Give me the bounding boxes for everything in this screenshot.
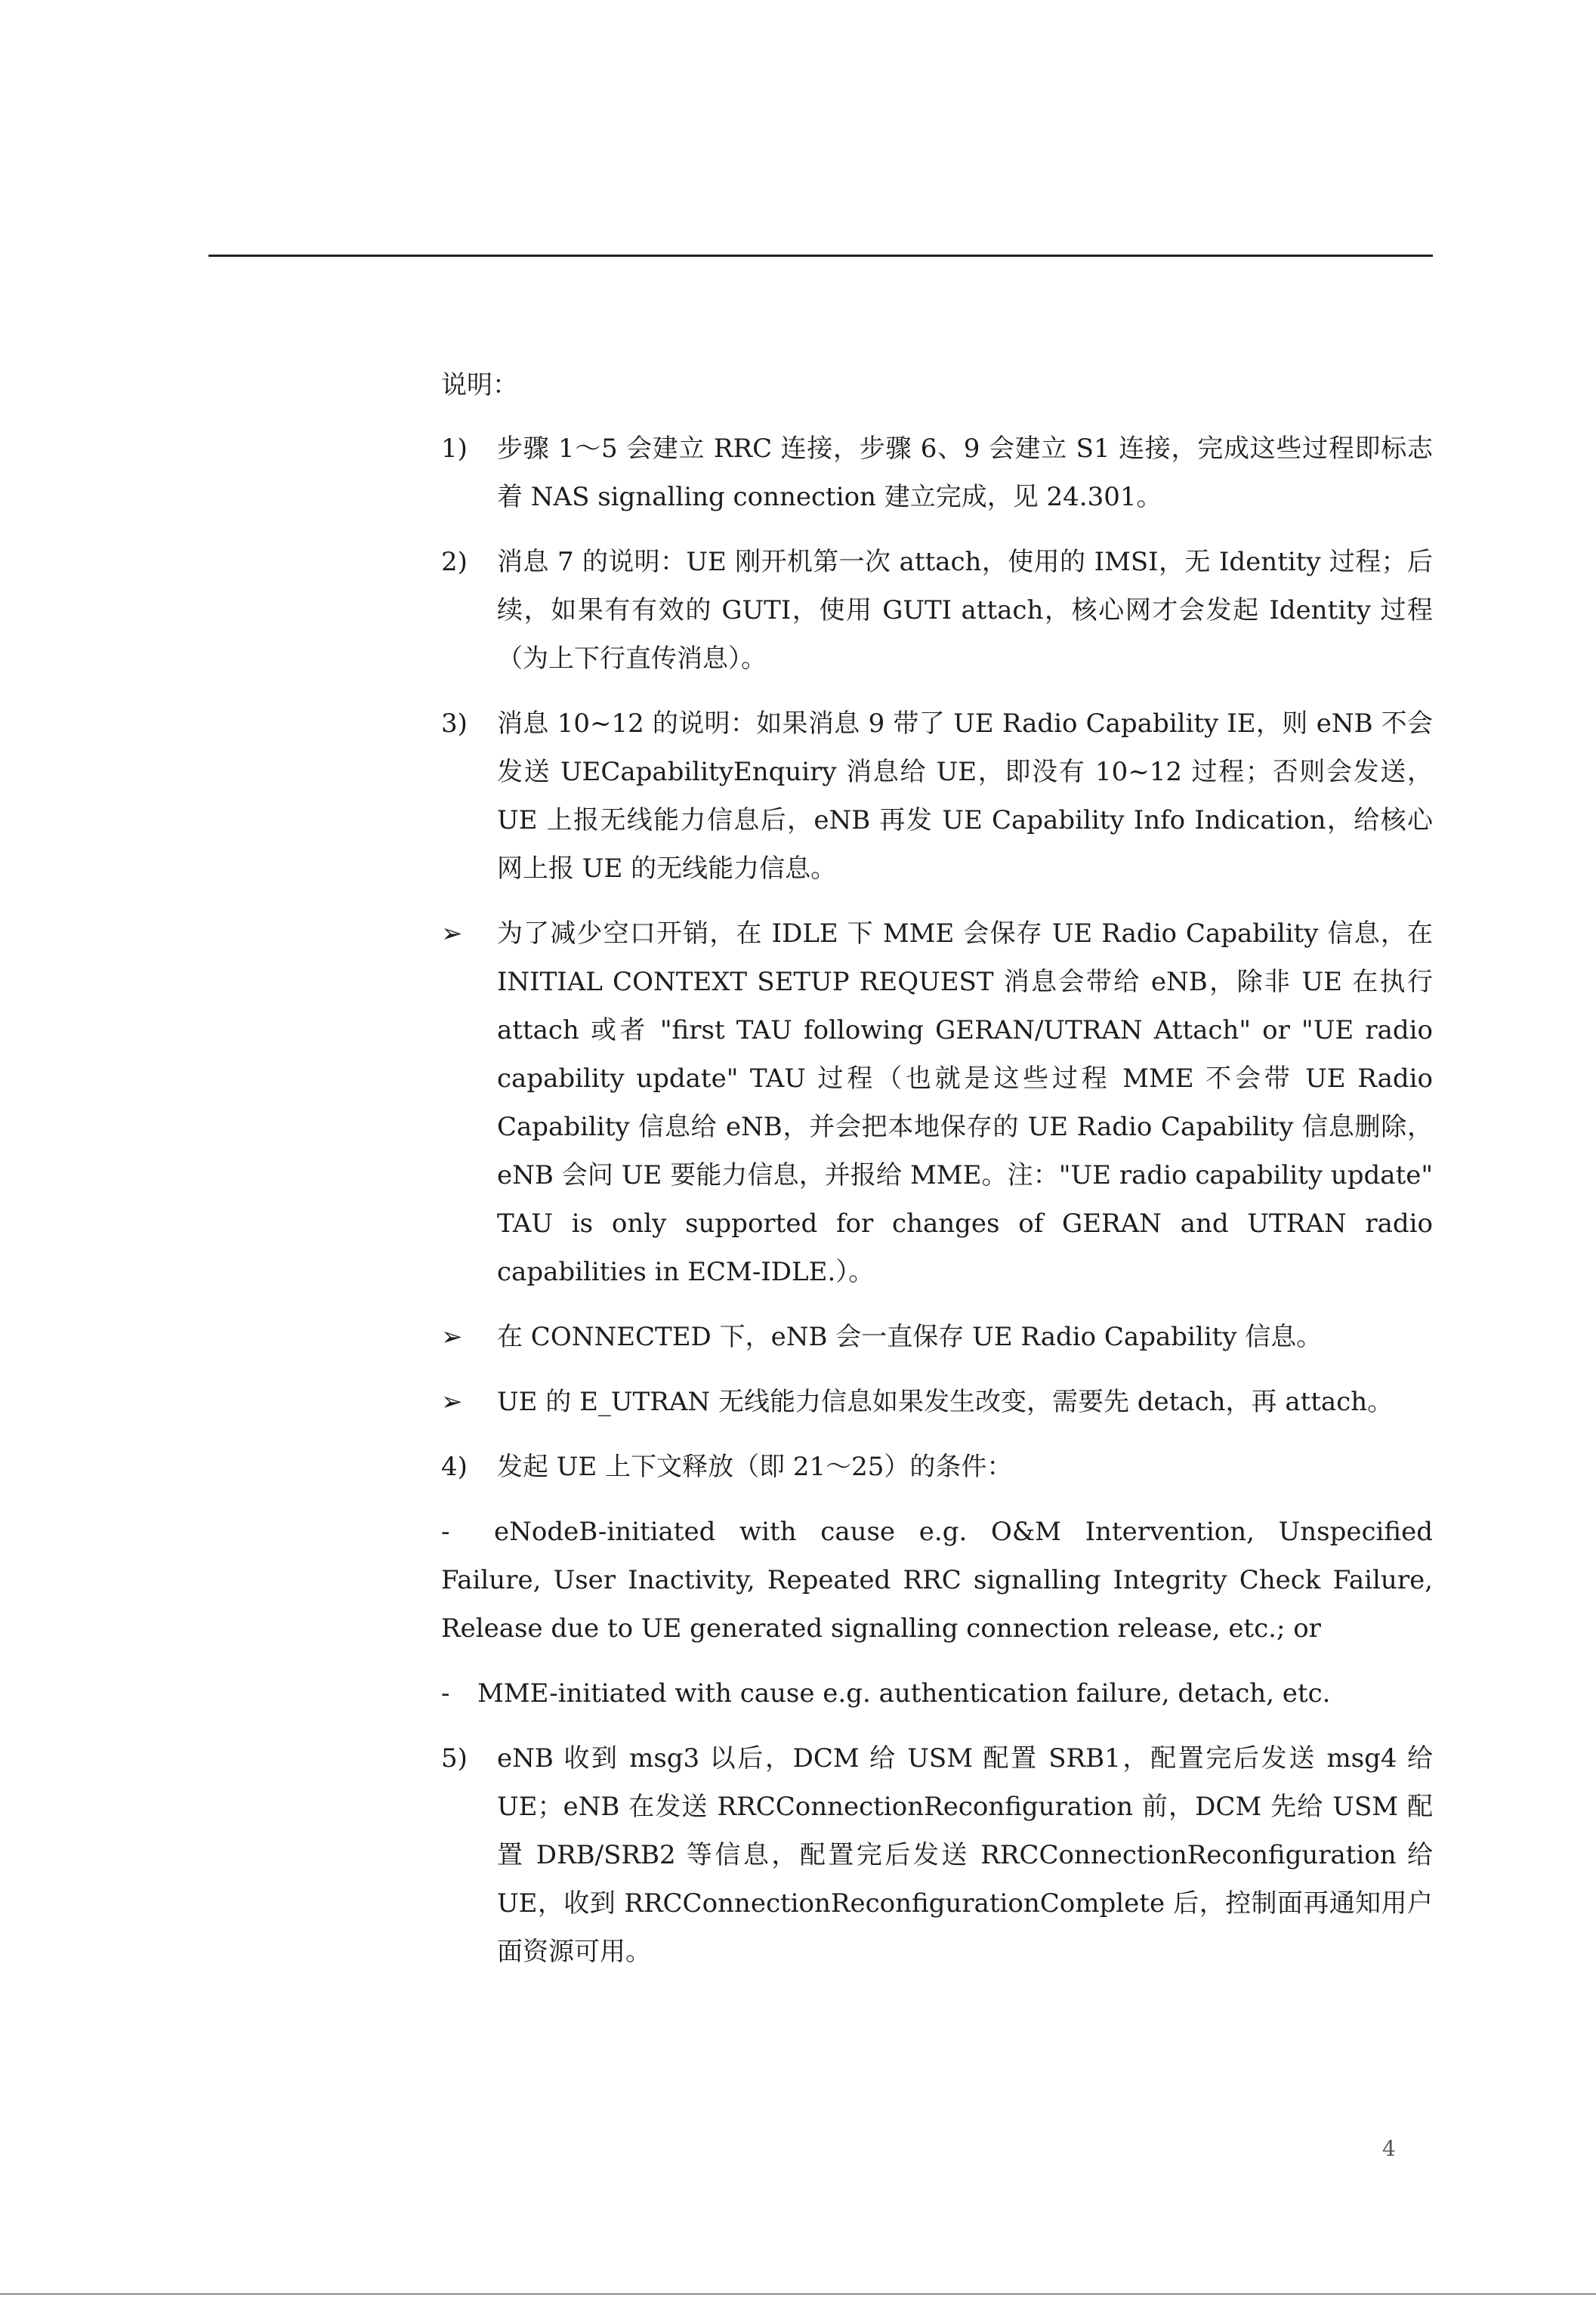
dash-item-text: MME-initiated with cause e.g. authentication failure, detach, etc.	[477, 1678, 1331, 1709]
bullet-item-text: 在 CONNECTED 下，eNB 会一直保存 UE Radio Capability 信息。	[497, 1322, 1323, 1352]
document-body	[441, 361, 1433, 1976]
list-item	[441, 538, 1433, 683]
list-item-text: 发起 UE 上下文释放（即 21～25）的条件：	[497, 1452, 1013, 1482]
bullet-arrow-icon: ➢	[441, 918, 463, 949]
list-item-text: eNB 收到 msg3 以后，DCM 给 USM 配置 SRB1，配置完后发送 msg4 给 UE；eNB 在发送 RRCConnectionReconfiguration 前，DCM 先给 USM 配置 DRB/SRB2 等信息，配置完后发送 RRCConnectionReconfiguration 给 UE，收到 RRCConnectionReconfigurationComplete 后，控制面再通知用户面资源可用。	[497, 1743, 1433, 1967]
dash-marker: -	[441, 1517, 450, 1547]
bullet-item-text: UE 的 E_UTRAN 无线能力信息如果发生改变，需要先 detach，再 attach。	[497, 1387, 1394, 1417]
dash-item-text: eNodeB-initiated with cause e.g. O&M Intervention, Unspecified Failure, User Inactivity, Repeated RRC signalling Integrity Check Failure, Release due to UE generated signalling connection release, etc.; or	[441, 1517, 1433, 1644]
list-item	[441, 1443, 1433, 1491]
list-item	[441, 1734, 1433, 1976]
header-rule	[208, 255, 1433, 257]
list-marker: 4)	[441, 1452, 468, 1482]
section-heading: 说明：	[441, 370, 518, 400]
list-item-text: 步骤 1～5 会建立 RRC 连接，步骤 6、9 会建立 S1 连接，完成这些过程即标志着 NAS signalling connection 建立完成，见 24.301。	[497, 434, 1433, 512]
bullet-arrow-icon: ➢	[441, 1322, 463, 1352]
dash-item	[441, 1669, 1433, 1718]
page-number: 4	[1382, 2136, 1396, 2161]
list-marker: 5)	[441, 1743, 468, 1774]
list-item	[441, 699, 1433, 893]
bullet-item-text: 为了减少空口开销，在 IDLE 下 MME 会保存 UE Radio Capability 信息，在 INITIAL CONTEXT SETUP REQUEST 消息会带给 eNB，除非 UE 在执行 attach 或者 "first TAU following GERAN/UTRAN Attach" or "UE radio capability update" TAU 过程（也就是这些过程 MME 不会带 UE Radio Capability 信息给 eNB，并会把本地保存的 UE Radio Capability 信息删除，eNB 会问 UE 要能力信息，并报给 MME。注："UE radio capability update" TAU is only supported for changes of GERAN and UTRAN radio capabilities in ECM-IDLE.）。	[497, 918, 1433, 1287]
dash-item	[441, 1508, 1433, 1653]
list-marker: 1)	[441, 434, 468, 464]
list-item-text: 消息 7 的说明：UE 刚开机第一次 attach，使用的 IMSI，无 Identity 过程；后续，如果有有效的 GUTI，使用 GUTI attach，核心网才会发起 Identity 过程（为上下行直传消息）。	[497, 547, 1433, 674]
footer-rule	[0, 2293, 1596, 2295]
bullet-arrow-icon: ➢	[441, 1387, 463, 1417]
bullet-item	[441, 909, 1433, 1296]
list-item	[441, 425, 1433, 521]
list-item-text: 消息 10~12 的说明：如果消息 9 带了 UE Radio Capability IE，则 eNB 不会发送 UECapabilityEnquiry 消息给 UE，即没有 10~12 过程；否则会发送，UE 上报无线能力信息后，eNB 再发 UE Capability Info Indication，给核心网上报 UE 的无线能力信息。	[497, 709, 1433, 884]
bullet-item	[441, 1313, 1433, 1361]
bullet-item	[441, 1378, 1433, 1426]
list-marker: 3)	[441, 709, 468, 739]
list-marker: 2)	[441, 547, 468, 577]
dash-marker: -	[441, 1678, 450, 1709]
